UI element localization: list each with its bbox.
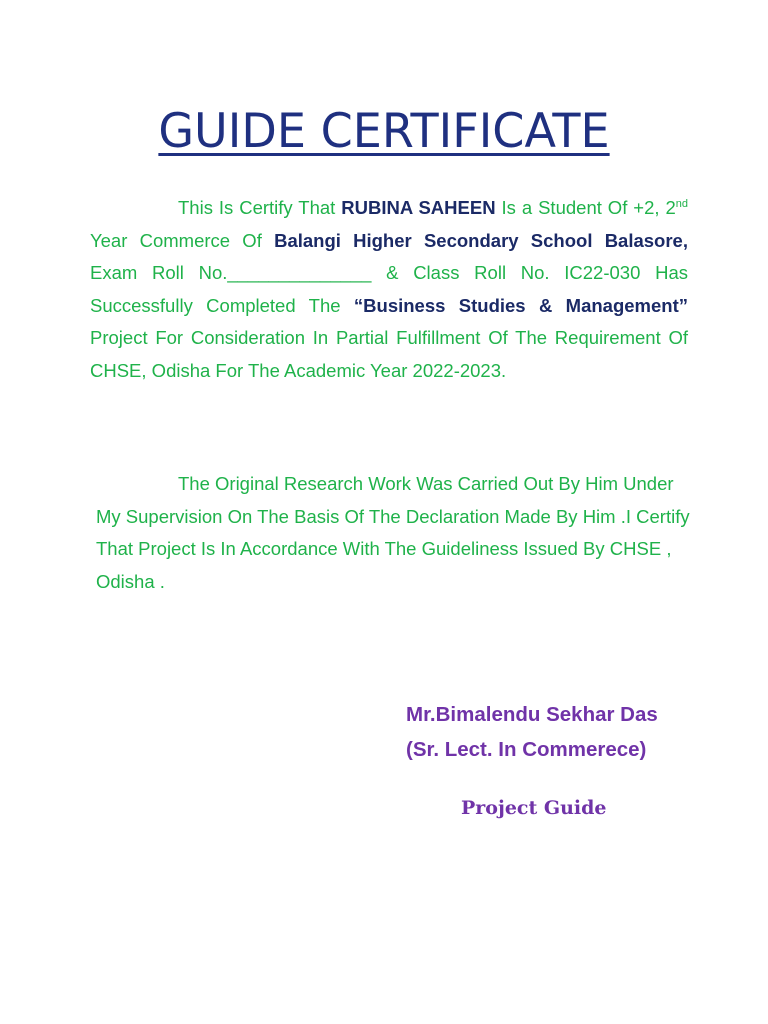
guide-designation: (Sr. Lect. In Commerece) bbox=[406, 738, 647, 761]
school-name: Balangi Higher Secondary School Balasore, bbox=[274, 229, 688, 251]
guide-name: Mr.Bimalendu Sekhar Das bbox=[406, 703, 658, 726]
para1-text-4: Exam Roll No.______________ & Class Roll No. IC22-030 Has Successfully Completed The bbox=[90, 262, 688, 316]
para2-text: The Original Research Work Was Carried Out By Him Under My Supervision On The Basis Of The Declaration Made By Him .I Certify That Project Is In Accordance With The Guideliness Issued By CHSE , Odisha . bbox=[96, 473, 690, 592]
supervision-paragraph bbox=[96, 468, 696, 598]
para1-text-5: Project For Consideration In Partial Fulfillment Of The Requirement Of CHSE, Odisha For The Academic Year 2022-2023. bbox=[90, 327, 688, 381]
ordinal-suffix: nd bbox=[675, 197, 689, 210]
para1-text-1: This Is Certify That bbox=[178, 197, 342, 218]
certificate-title: GUIDE CERTIFICATE bbox=[158, 104, 610, 159]
project-title: “Business Studies & Management” bbox=[353, 294, 688, 316]
student-name: RUBINA SAHEEN bbox=[341, 197, 496, 218]
project-guide-label: Project Guide bbox=[461, 797, 607, 819]
para1-text-2: Is a Student Of +2, 2 bbox=[495, 197, 676, 218]
certification-paragraph bbox=[90, 192, 688, 387]
para1-text-3: Year Commerce Of bbox=[90, 229, 275, 251]
